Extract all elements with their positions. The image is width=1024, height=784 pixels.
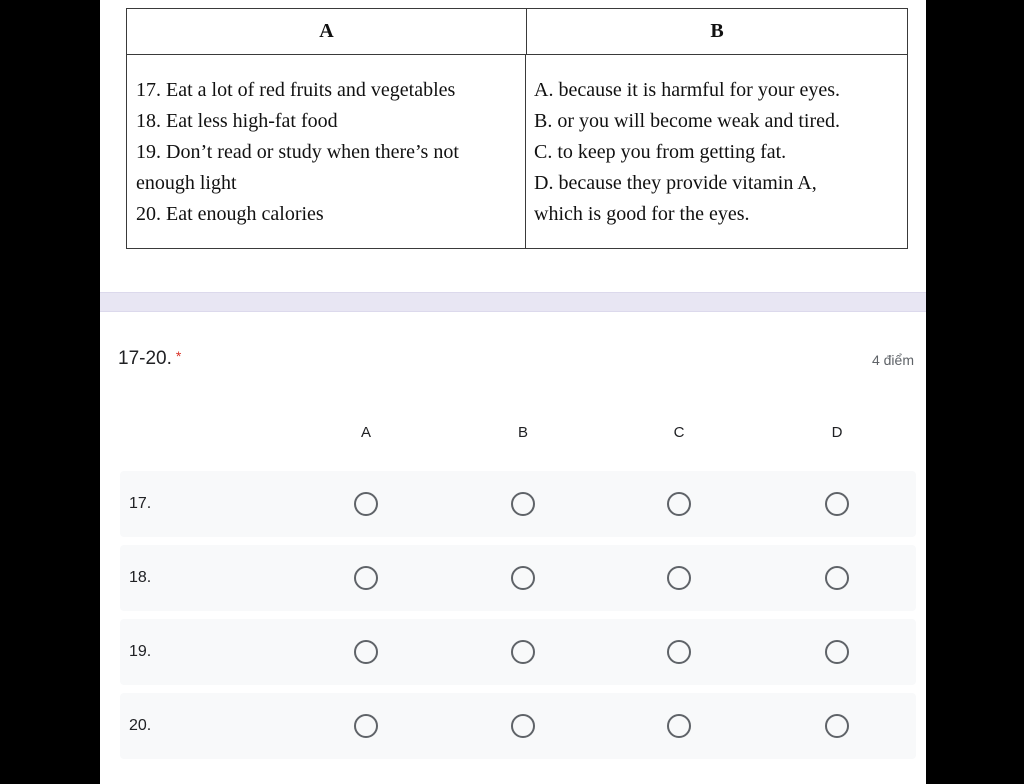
table-line: A. because it is harmful for your eyes. bbox=[534, 79, 841, 101]
radio-19-a[interactable] bbox=[354, 640, 378, 664]
radio-18-c[interactable] bbox=[667, 566, 691, 590]
row-label: 18. bbox=[129, 569, 152, 586]
question-points: 4 điểm bbox=[871, 352, 914, 368]
table-line: C. to keep you from getting fat. bbox=[534, 141, 787, 163]
table-line: which is good for the eyes. bbox=[534, 203, 750, 225]
grid-row-20 bbox=[120, 693, 916, 759]
radio-17-a[interactable] bbox=[354, 492, 378, 516]
radio-20-d[interactable] bbox=[825, 714, 849, 738]
row-label: 17. bbox=[129, 495, 152, 512]
table-header-b: B bbox=[710, 20, 724, 42]
radio-19-b[interactable] bbox=[511, 640, 535, 664]
table-line: D. because they provide vitamin A, bbox=[534, 172, 817, 194]
table-line: 17. Eat a lot of red fruits and vegetables bbox=[136, 79, 456, 101]
matching-table-header bbox=[127, 9, 907, 55]
column-header-c: C bbox=[673, 424, 685, 441]
radio-19-d[interactable] bbox=[825, 640, 849, 664]
question-title-text: 17-20. bbox=[118, 348, 172, 369]
table-line: 18. Eat less high-fat food bbox=[136, 110, 338, 132]
matching-table bbox=[126, 8, 908, 249]
radio-20-c[interactable] bbox=[667, 714, 691, 738]
column-header-b: B bbox=[517, 424, 528, 441]
radio-17-d[interactable] bbox=[825, 492, 849, 516]
radio-18-a[interactable] bbox=[354, 566, 378, 590]
question-title bbox=[118, 348, 181, 370]
column-header-a: A bbox=[360, 424, 371, 441]
row-label: 20. bbox=[129, 717, 152, 734]
form-page bbox=[100, 0, 926, 784]
row-label: 19. bbox=[129, 643, 152, 660]
radio-19-c[interactable] bbox=[667, 640, 691, 664]
radio-17-b[interactable] bbox=[511, 492, 535, 516]
radio-18-d[interactable] bbox=[825, 566, 849, 590]
matching-table-body bbox=[127, 55, 907, 249]
required-asterisk: * bbox=[175, 348, 182, 364]
table-line: 20. Eat enough calories bbox=[136, 203, 324, 225]
radio-17-c[interactable] bbox=[667, 492, 691, 516]
column-header-d: D bbox=[831, 424, 843, 441]
table-line: B. or you will become weak and tired. bbox=[534, 110, 841, 132]
radio-20-a[interactable] bbox=[354, 714, 378, 738]
grid-row-19 bbox=[120, 619, 916, 685]
grid-row-17 bbox=[120, 471, 916, 537]
table-column-a bbox=[127, 55, 526, 249]
grid-column-headers bbox=[120, 424, 916, 448]
table-header-a: A bbox=[127, 9, 527, 54]
grid-row-18 bbox=[120, 545, 916, 611]
radio-20-b[interactable] bbox=[511, 714, 535, 738]
table-line: enough light bbox=[136, 172, 237, 194]
radio-18-b[interactable] bbox=[511, 566, 535, 590]
section-divider bbox=[100, 292, 926, 312]
table-column-b bbox=[526, 55, 907, 249]
table-line: 19. Don’t read or study when there’s not bbox=[136, 141, 459, 163]
